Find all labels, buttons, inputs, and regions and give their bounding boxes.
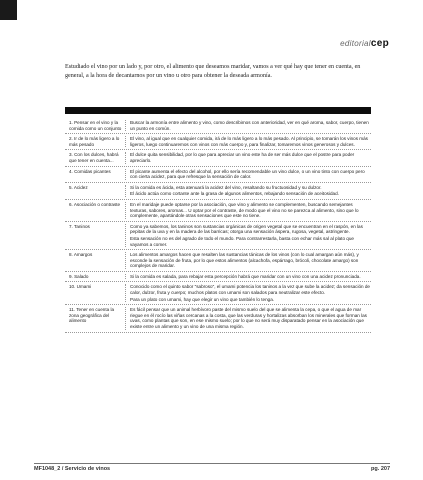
row-description <box>125 136 371 147</box>
row-topic: 5. Acidez <box>69 184 88 190</box>
table-row <box>65 272 371 283</box>
intro-paragraph: Estudiado el vino por un lado y, por otro, el alimento que deseamos maridar, vamos a ver qué hay que tener en cuenta, en general, a la hora de decantarnos por un vino u otro para obtener la deseada armonía. <box>65 64 361 79</box>
description-paragraph: Buscar la armonía entre alimento y vino, como describimos con anterioridad, ver en qué aroma, sabor, cuerpo, tienen un punto en común. <box>130 120 369 131</box>
corner-tab <box>0 0 17 20</box>
table-header-bar <box>65 107 371 114</box>
row-description <box>125 224 371 247</box>
row-description <box>125 120 371 131</box>
row-description <box>125 284 371 302</box>
description-paragraph: Si la comida es ácida, esta atenuará la acidez del vino, resaltando su fructuosidad y su dulzor. <box>130 184 322 190</box>
description-paragraph: El vino, al igual que en cualquier comida, irá de lo más ligero a lo más pesado. Al principio, se tomarán los vinos más ligeros, luego continuaremos con vinos con más cuerpo y, para finalizar, tomaremos vinos generosos y dulces. <box>130 136 368 147</box>
table-row <box>65 150 371 166</box>
row-description <box>125 169 371 180</box>
row-topic: 11. Tener en cuenta la zona geográfica del alimento <box>69 307 115 324</box>
description-paragraph: Para un plato con umami, hay que elegir un vino que también lo tenga. <box>130 296 275 302</box>
table-row <box>65 222 371 250</box>
table-row <box>65 183 371 200</box>
row-description <box>125 202 371 219</box>
footer-module: MF1048_2 / Servicio de vinos <box>34 466 111 472</box>
description-paragraph: Es fácil pensar que un animal herbívoro paste del mismo suelo del que se alimenta la cepa, o que el agua de mar riegue en él rocío las viñas cercanas a la costa, que las verduras y hortalizas absorban los minerales que forman las uvas, como plantas que son, en ese mismo suelo; por lo que no será muy disparatado pensar en la asociación que existe entre un alimento y un vino de una misma región. <box>130 307 367 330</box>
row-topic: 8. Amargos <box>69 252 93 258</box>
description-paragraph: Si la comida es salada, para rebajar esta percepción habrá que maridar con un vino con una acidez pronunciada. <box>130 273 361 279</box>
description-paragraph: Como ya sabemos, los taninos son sustancias orgánicas de origen vegetal que se encuentran en el raspón, en las pepitas de la uva y en la madera de las barricas; otorga una sensación áspera, rugosa, vegetal, astringente. <box>130 223 363 235</box>
description-paragraph: Conocido como el quinto sabor "sabroso", el umami potencia los taninos a la vez que sube la acidez; da sensación de calor, dulzor, fruta y cuerpo; muchos platos con umami son salados para neutralizar este efecto. <box>130 284 370 296</box>
row-topic: 7. Taninos <box>69 223 90 229</box>
row-topic: 4. Comidas picantes <box>69 168 111 174</box>
row-description <box>125 152 371 163</box>
description-paragraph: El ácido actúa como cortante ante la grasa de algunos alimentos, rebajando sensación de aceitosidad. <box>130 191 339 197</box>
row-topic: 10. Umami <box>69 284 92 290</box>
table-row <box>65 305 371 332</box>
description-paragraph: En el maridaje puede optarse por la asociación, que vino y alimento se complementen, buscando semejantes texturas, sabores, aromas... U optar por el contraste, de modo que el vino no se parezca al alimento, sino que lo complemente, apartándole otras sensaciones que este no tiene. <box>130 201 359 219</box>
pairing-table <box>65 118 371 333</box>
page-number: pg. 207 <box>371 466 390 472</box>
description-paragraph: Esta sensación no es del agrado de todo el mundo. Para contrarrestarla, basta con echar más sal al plato que vayamos a comer. <box>130 235 354 247</box>
row-description <box>125 307 371 329</box>
logo-brand: cep <box>370 38 389 49</box>
row-topic: 9. Salado <box>69 273 89 279</box>
description-paragraph: El dulce quita sensibilidad, por lo que para apreciar un vino este ha de ser más dulce que el postre para poder apreciarlo. <box>130 152 355 163</box>
row-topic: 1. Pensar en el vino y la comida como un conjunto <box>69 120 122 131</box>
table-row <box>65 250 371 272</box>
description-paragraph: Los alimentos amargos hacen que resalten las sustancias tánicas de los vinos (con lo cual amargan aún más), y esconde la sensación de fruta, por lo que estos alimentos (alcachofa, espárrago, brócoli, chocolate amargo) son complejos de maridar. <box>130 252 359 269</box>
row-topic: 3. Con los dulces, habrá que tener en cuenta... <box>69 152 119 163</box>
table-row <box>65 134 371 150</box>
table-row <box>65 200 371 222</box>
description-paragraph: El picante aumenta el efecto del alcohol, por ello sería recomendable un vino dulce, o un vino tinto con cuerpo pero con cierta acidez, para que refresque la sensación de calor. <box>130 168 365 180</box>
row-description <box>125 274 371 280</box>
publisher-logo <box>340 38 389 49</box>
row-description <box>125 252 371 269</box>
row-description <box>125 185 371 197</box>
table-row <box>65 282 371 305</box>
row-topic: 2. Ir de lo más ligero a lo más pesado <box>69 136 120 147</box>
table-row <box>65 118 371 134</box>
logo-prefix: editorial <box>340 39 371 48</box>
row-topic: 6. Asociación o contraste <box>69 201 121 207</box>
footer-rule <box>34 463 390 464</box>
table-row <box>65 167 371 183</box>
